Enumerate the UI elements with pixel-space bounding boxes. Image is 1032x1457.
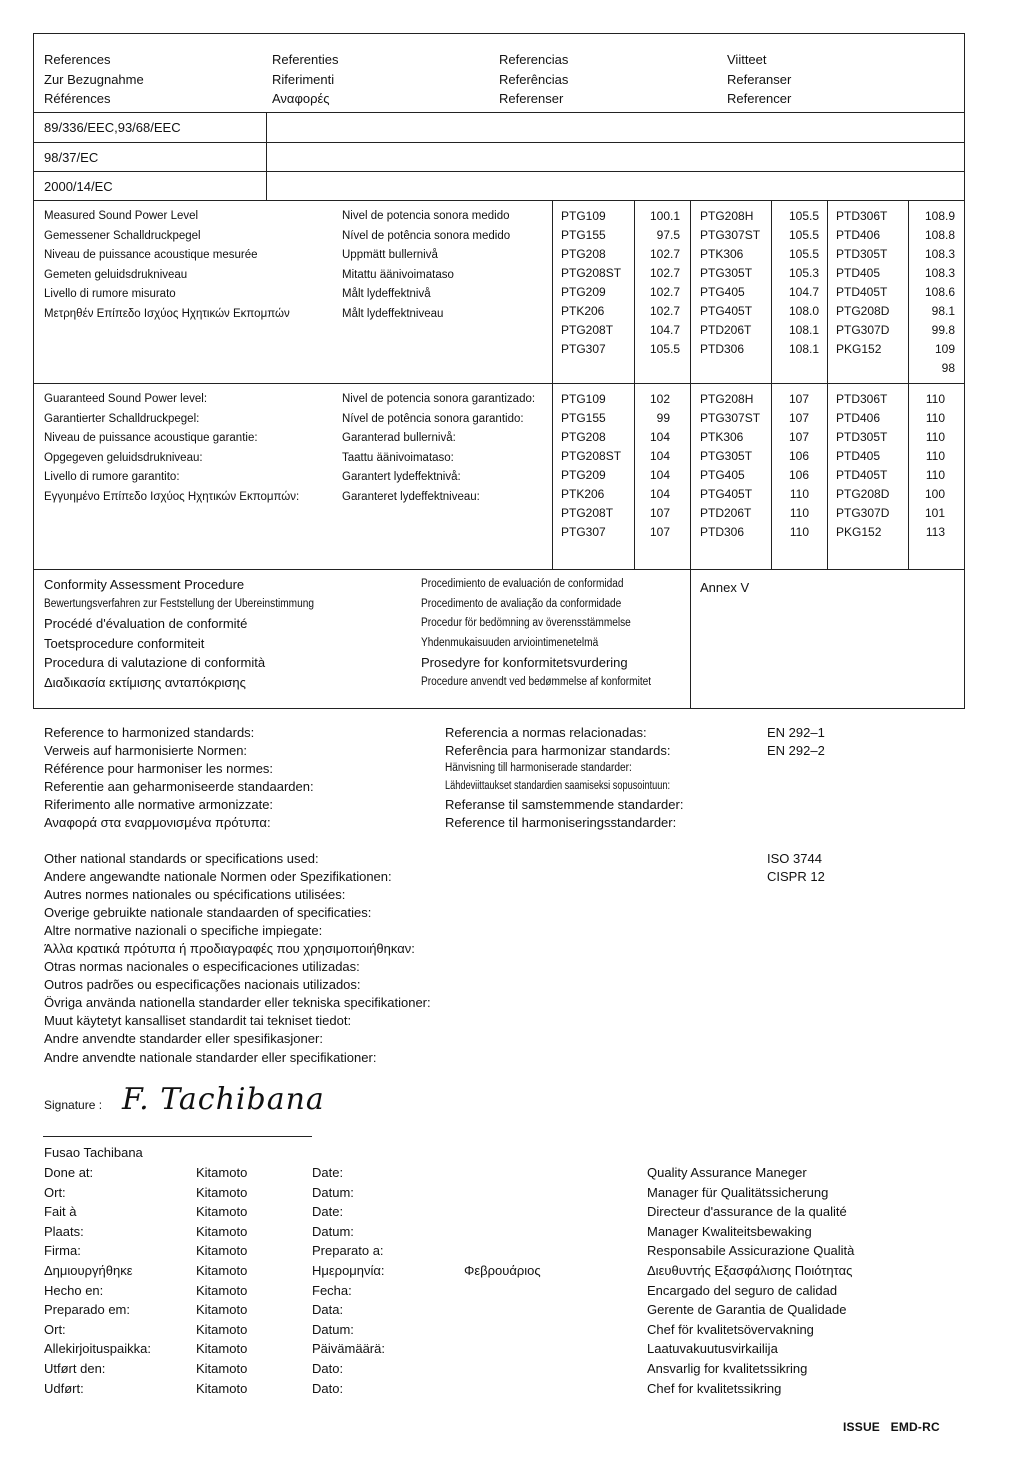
date-label: Fecha: <box>312 1282 352 1298</box>
sound-value: 104 <box>649 449 670 463</box>
conformity-labels-right <box>421 575 682 693</box>
other-standards-label: Muut käytetyt kansalliset standardit tai tekniset tiedot: <box>44 1013 352 1029</box>
reference-label: Referenser <box>499 91 564 106</box>
other-standards-label: Övriga använda nationella standarder eller tekniska specifikationer: <box>44 995 431 1011</box>
model-name: PTG208ST <box>561 449 622 463</box>
other-standards-label: Other national standards or specifications used: <box>44 851 319 866</box>
measured-label: Gemessener Schalldruckpegel <box>44 229 201 242</box>
other-standards-codes <box>767 850 825 886</box>
place-value: Kitamoto <box>196 1184 248 1200</box>
model-name: PTD206T <box>700 506 752 520</box>
guaranteed-labels-right <box>342 390 535 508</box>
standard-code: EN 292–2 <box>767 742 825 758</box>
model-name: PTD405T <box>836 285 888 299</box>
model-name: PTG405 <box>700 468 745 482</box>
sound-value: 104.7 <box>788 285 819 299</box>
conformity-label: Procedure anvendt ved bedømmelse af konformitet <box>421 675 652 688</box>
divider <box>634 200 635 569</box>
references-col-2 <box>272 50 338 109</box>
divider <box>34 569 964 570</box>
harmonized-label: Verweis auf harmonisierte Normen: <box>44 742 248 758</box>
sound-value: 107 <box>788 430 809 444</box>
directive-3: 2000/14/EC <box>44 179 113 194</box>
model-name: PTG155 <box>561 228 606 242</box>
guaranteed-models-1 <box>561 390 621 542</box>
place-value: Kitamoto <box>196 1321 248 1337</box>
model-name: PTG208 <box>561 247 606 261</box>
model-name: PTG405 <box>700 285 745 299</box>
divider <box>552 200 553 569</box>
model-name: PTG209 <box>561 285 606 299</box>
guaranteed-label: Niveau de puissance acoustique garantie: <box>44 432 258 445</box>
references-col-4 <box>727 50 791 109</box>
annex-label: Annex V <box>700 580 750 595</box>
place-value: Kitamoto <box>196 1302 248 1318</box>
job-title: Gerente de Garantia de Qualidade <box>647 1302 847 1318</box>
model-name: PTG109 <box>561 392 606 406</box>
sound-value: 104 <box>649 430 670 444</box>
directive-2: 98/37/EC <box>44 150 99 165</box>
conformity-label: Procedura di valutazione di conformità <box>44 655 266 671</box>
sound-value: 110 <box>925 468 945 482</box>
measured-label: Målt lydeffektnivå <box>342 288 431 301</box>
model-name: PTD406 <box>836 228 881 242</box>
other-standards-label: Altre normative nazionali o specifiche impiegate: <box>44 923 323 939</box>
place-label: Δημιουργήθηκε <box>44 1262 133 1278</box>
sound-value: 105.3 <box>788 266 819 280</box>
reference-label: Zur Bezugnahme <box>44 71 144 87</box>
sound-value: 110 <box>925 449 945 463</box>
place-value: Kitamoto <box>196 1262 248 1278</box>
harmonized-label: Lähdeviittaukset standardien saamiseksi sopusointuun: <box>445 779 671 792</box>
standard-code: EN 292–1 <box>767 725 825 740</box>
model-name: PTG208T <box>561 323 614 337</box>
date-label: Datum: <box>312 1321 354 1337</box>
model-name: PTD405T <box>836 468 888 482</box>
model-name: PKG152 <box>836 342 882 356</box>
sound-value: 107 <box>788 392 809 406</box>
model-name: PTD405 <box>836 266 881 280</box>
model-name: PTG307D <box>836 506 890 520</box>
model-name: PTG305T <box>700 449 753 463</box>
sound-value: 105.5 <box>788 247 819 261</box>
reference-label: Referenties <box>272 52 339 67</box>
date-label: Datum: <box>312 1184 354 1200</box>
harmonized-labels-left <box>44 724 314 831</box>
conformity-label: Procédé d'évaluation de conformité <box>44 616 248 632</box>
measured-label: Gemeten geluidsdrukniveau <box>44 268 188 281</box>
job-title: Manager für Qualitätssicherung <box>647 1184 829 1200</box>
place-label: Utført den: <box>44 1360 106 1376</box>
model-name: PTG307ST <box>700 411 761 425</box>
date-label: Data: <box>312 1302 344 1318</box>
guaranteed-models-2 <box>700 390 760 542</box>
model-name: PKG152 <box>836 525 882 539</box>
guaranteed-values-2 <box>774 390 809 542</box>
sound-value: 113 <box>925 525 945 539</box>
place-value: Kitamoto <box>196 1282 248 1298</box>
harmonized-label: Referencia a normas relacionadas: <box>445 725 647 740</box>
sound-value: 108.0 <box>788 304 819 318</box>
date-label: Dato: <box>312 1380 344 1396</box>
model-name: PTG155 <box>561 411 606 425</box>
sound-value: 102.7 <box>649 285 680 299</box>
sound-value: 108.1 <box>788 323 819 337</box>
reference-label: Viitteet <box>727 52 767 67</box>
signer-name: Fusao Tachibana <box>44 1145 143 1160</box>
measured-values-3 <box>910 207 955 378</box>
model-name: PTK206 <box>561 304 605 318</box>
model-name: PTD306 <box>700 525 745 539</box>
sound-value: 106 <box>788 468 809 482</box>
date-label: Päivämäärä: <box>312 1341 385 1357</box>
divider <box>34 142 964 143</box>
places <box>196 1163 247 1398</box>
model-name: PTG208H <box>700 209 754 223</box>
sound-value: 106 <box>788 449 809 463</box>
model-name: PTG208D <box>836 304 890 318</box>
job-title: Manager Kwaliteitsbewaking <box>647 1223 812 1239</box>
model-name: PTG208D <box>836 487 890 501</box>
divider <box>34 383 964 384</box>
conformity-label: Toetsprocedure conformiteit <box>44 635 205 651</box>
sound-value: 108.3 <box>924 247 955 261</box>
other-standards-label: Andre anvendte standarder eller spesifikasjoner: <box>44 1031 323 1047</box>
job-title: Directeur d'assurance de la qualité <box>647 1204 847 1220</box>
job-title: Encargado del seguro de calidad <box>647 1282 838 1298</box>
other-standards-label: Overige gebruikte nationale standaarden of specificaties: <box>44 905 372 921</box>
sound-value: 108.8 <box>924 228 955 242</box>
place-value: Kitamoto <box>196 1223 248 1239</box>
reference-label: Referencias <box>499 52 569 67</box>
model-name: PTD306 <box>700 342 745 356</box>
sound-value: 101 <box>924 506 945 520</box>
model-name: PTD305T <box>836 247 888 261</box>
job-title: Διευθυντής Εξασφάλισης Ποιότητας <box>647 1262 853 1278</box>
date-label: Preparato a: <box>312 1243 384 1259</box>
date-label: Date: <box>312 1165 344 1180</box>
sound-value: 108.6 <box>924 285 955 299</box>
sound-value: 110 <box>925 430 945 444</box>
job-title: Ansvarlig for kvalitetssikring <box>647 1360 808 1376</box>
measured-models-1 <box>561 207 621 359</box>
issue-code: ISSUE EMD-RC <box>843 1420 940 1434</box>
model-name: PTG209 <box>561 468 606 482</box>
guaranteed-label: Garantierter Schalldruckpegel: <box>44 412 200 425</box>
conformity-label: Yhdenmukaisuuden arviointimenetelmä <box>421 636 599 649</box>
sound-value: 108.3 <box>924 266 955 280</box>
measured-label: Målt lydeffektniveau <box>342 307 444 320</box>
job-title: Laatuvakuutusvirkailija <box>647 1341 778 1357</box>
model-name: PTG307 <box>561 342 606 356</box>
measured-label: Measured Sound Power Level <box>44 210 199 222</box>
place-label: Udført: <box>44 1380 84 1396</box>
model-name: PTG307ST <box>700 228 761 242</box>
place-label: Ort: <box>44 1184 66 1200</box>
place-value: Kitamoto <box>196 1360 248 1376</box>
conformity-label: Procedimento de avaliação da conformidade <box>421 597 622 610</box>
conformity-labels-left <box>44 575 351 693</box>
date-label: Dato: <box>312 1360 344 1376</box>
sound-value: 110 <box>789 487 809 501</box>
place-value: Kitamoto <box>196 1165 248 1180</box>
sound-value: 105.5 <box>649 342 680 356</box>
place-label: Done at: <box>44 1165 94 1180</box>
model-name: PTD405 <box>836 449 881 463</box>
sound-value: 99 <box>656 411 670 425</box>
measured-label: Mitattu äänivoimataso <box>342 268 454 281</box>
divider <box>908 200 909 569</box>
guaranteed-label: Εγγυημένο Επίπεδο Ισχύος Ηχητικών Εκπομπών: <box>44 490 300 503</box>
other-standards-label: Autres normes nationales ou spécifications utilisées: <box>44 887 346 903</box>
sound-value: 107 <box>649 525 670 539</box>
harmonized-label: Référence pour harmoniser les normes: <box>44 760 274 776</box>
measured-values-1 <box>636 207 680 359</box>
model-name: PTG208ST <box>561 266 622 280</box>
model-name: PTD305T <box>836 430 888 444</box>
conformity-label: Procedur för bedömning av överensstämmelse <box>421 617 631 630</box>
model-name: PTD306T <box>836 209 888 223</box>
conformity-label: Bewertungsverfahren zur Feststellung der Übereinstimmung <box>44 597 314 610</box>
guaranteed-label: Guaranteed Sound Power level: <box>44 393 208 405</box>
sound-value: 108.1 <box>788 342 819 356</box>
measured-labels-left <box>44 207 290 325</box>
sound-value: 99.8 <box>931 323 955 337</box>
other-standards-label: Andre anvendte nationale standarder eller specifikationer: <box>44 1049 377 1065</box>
place-value: Kitamoto <box>196 1380 248 1396</box>
other-standards-label: Outros padrões ou especificações nacionais utilizados: <box>44 977 361 993</box>
guaranteed-models-3 <box>836 390 889 542</box>
divider <box>266 112 267 200</box>
sound-value: 105.5 <box>788 228 819 242</box>
place-label: Preparado em: <box>44 1302 130 1318</box>
date-label: Datum: <box>312 1223 354 1239</box>
place-label: Firma: <box>44 1243 81 1259</box>
sound-value: 104.7 <box>649 323 680 337</box>
model-name: PTG208 <box>561 430 606 444</box>
sound-value: 104 <box>649 468 670 482</box>
sound-value: 110 <box>789 525 809 539</box>
place-label: Hecho en: <box>44 1282 104 1298</box>
place-labels <box>44 1163 151 1398</box>
model-name: PTG405T <box>700 304 753 318</box>
harmonized-label: Reference til harmoniseringsstandarder: <box>445 814 677 830</box>
model-name: PTG405T <box>700 487 753 501</box>
model-name: PTD206T <box>700 323 752 337</box>
measured-label: Uppmätt bullernivå <box>342 249 438 262</box>
reference-label: References <box>44 52 111 67</box>
sound-value: 98 <box>941 361 955 375</box>
place-label: Plaats: <box>44 1223 84 1239</box>
harmonized-standards <box>767 724 825 760</box>
harmonized-label: Αναφορά στα εναρμονισμένα πρότυπα: <box>44 814 271 830</box>
directive-1: 89/336/EEC,93/68/EEC <box>44 120 181 135</box>
other-standards-label: Otras normas nacionales o especificaciones utilizadas: <box>44 959 360 975</box>
measured-label: Livello di rumore misurato <box>44 288 176 301</box>
sound-value: 110 <box>789 506 809 520</box>
sound-value: 102.7 <box>649 266 680 280</box>
reference-label: Αναφορές <box>272 91 330 106</box>
sound-value: 110 <box>925 411 945 425</box>
model-name: PTG208T <box>561 506 614 520</box>
model-name: PTK206 <box>561 487 605 501</box>
guaranteed-label: Livello di rumore garantito: <box>44 471 180 484</box>
guaranteed-label: Taattu äänivoimataso: <box>342 451 454 464</box>
model-name: PTK306 <box>700 430 744 444</box>
divider <box>771 200 772 569</box>
divider <box>34 171 964 172</box>
model-name: PTD306T <box>836 392 888 406</box>
harmonized-label: Referentie aan geharmoniseerde standaarden: <box>44 778 314 794</box>
signature-handwriting: F. Tachibana <box>122 1082 325 1117</box>
divider <box>34 200 964 201</box>
guaranteed-values-1 <box>636 390 670 542</box>
greek-month: Φεβρουάριος <box>464 1263 541 1278</box>
sound-value: 108.9 <box>924 209 955 223</box>
model-name: PTD406 <box>836 411 881 425</box>
sound-value: 107 <box>649 506 670 520</box>
date-labels <box>312 1163 385 1398</box>
harmonized-label: Reference to harmonized standards: <box>44 725 255 740</box>
harmonized-label: Riferimento alle normative armonizzate: <box>44 796 274 812</box>
sound-value: 100.1 <box>649 209 680 223</box>
place-value: Kitamoto <box>196 1243 248 1259</box>
sound-value: 110 <box>925 392 945 406</box>
place-label: Allekirjoituspaikka: <box>44 1341 151 1357</box>
conformity-label: Conformity Assessment Procedure <box>44 577 245 592</box>
sound-value: 102 <box>649 392 670 406</box>
place-value: Kitamoto <box>196 1204 248 1220</box>
divider <box>690 200 691 709</box>
guaranteed-label: Nivel de potencia sonora garantizado: <box>342 393 536 405</box>
reference-label: Referências <box>499 71 569 87</box>
model-name: PTG307 <box>561 525 606 539</box>
model-name: PTK306 <box>700 247 744 261</box>
guaranteed-label: Garantert lydeffektnivå: <box>342 471 461 484</box>
other-standards-label: Άλλα κρατικά πρότυπα ή προδιαγραφές που χρησιμοποιήθηκαν: <box>44 941 415 957</box>
measured-label: Nível de potência sonora medido <box>342 229 511 242</box>
harmonized-labels-right <box>445 724 726 831</box>
place-label: Fait à <box>44 1204 77 1220</box>
reference-label: Références <box>44 91 111 106</box>
divider <box>827 200 828 569</box>
job-title: Quality Assurance Maneger <box>647 1165 807 1180</box>
reference-label: Referanser <box>727 71 792 87</box>
model-name: PTG305T <box>700 266 753 280</box>
guaranteed-values-3 <box>910 390 945 542</box>
standard-code: ISO 3744 <box>767 851 822 866</box>
harmonized-label: Hänvisning till harmoniserade standarder: <box>445 761 632 774</box>
place-label: Ort: <box>44 1321 66 1337</box>
reference-label: Riferimenti <box>272 71 335 87</box>
measured-label: Μετρηθέν Επίπεδο Ισχύος Ηχητικών Εκπομπών <box>44 307 290 320</box>
conformity-label: Διαδικασία εκτίμισης ανταπόκρισης <box>44 674 246 690</box>
model-name: PTG307D <box>836 323 890 337</box>
sound-value: 102.7 <box>649 247 680 261</box>
job-title: Chef för kvalitetsövervakning <box>647 1321 814 1337</box>
harmonized-label: Referência para harmonizar standards: <box>445 742 671 758</box>
place-value: Kitamoto <box>196 1341 248 1357</box>
date-label: Date: <box>312 1204 344 1220</box>
date-label: Ημερομηνία: <box>312 1262 385 1278</box>
measured-label: Niveau de puissance acoustique mesurée <box>44 249 258 262</box>
sound-value: 98.1 <box>931 304 955 318</box>
model-name: PTG109 <box>561 209 606 223</box>
reference-label: Referencer <box>727 91 792 106</box>
sound-value: 107 <box>788 411 809 425</box>
other-standards-label: Andere angewandte nationale Normen oder Spezifikationen: <box>44 869 392 885</box>
signature-line <box>43 1136 312 1137</box>
model-name: PTG208H <box>700 392 754 406</box>
measured-labels-right <box>342 207 510 325</box>
references-col-3 <box>499 50 568 109</box>
job-title: Responsabile Assicurazione Qualità <box>647 1243 855 1259</box>
sound-value: 105.5 <box>788 209 819 223</box>
guaranteed-label: Garanterad bullernivå: <box>342 432 456 445</box>
job-titles <box>647 1163 854 1398</box>
signature-label: Signature : <box>44 1098 103 1112</box>
sound-value: 104 <box>649 487 670 501</box>
guaranteed-label: Nível de potência sonora garantido: <box>342 412 524 425</box>
conformity-label: Prosedyre for konformitetsvurdering <box>421 655 628 671</box>
guaranteed-labels-left <box>44 390 299 508</box>
measured-models-2 <box>700 207 760 359</box>
standard-code: CISPR 12 <box>767 869 825 885</box>
sound-value: 97.5 <box>656 228 680 242</box>
divider <box>34 112 964 113</box>
measured-label: Nivel de potencia sonora medido <box>342 210 510 222</box>
sound-value: 109 <box>934 342 955 356</box>
references-col-1 <box>44 50 144 109</box>
job-title: Chef for kvalitetssikring <box>647 1380 782 1396</box>
guaranteed-label: Garanteret lydeffektniveau: <box>342 490 480 503</box>
measured-values-2 <box>774 207 819 359</box>
guaranteed-label: Opgegeven geluidsdrukniveau: <box>44 451 203 464</box>
conformity-label: Procedimiento de evaluación de conformidad <box>421 578 624 590</box>
sound-value: 100 <box>924 487 945 501</box>
other-standards-labels <box>44 850 431 1067</box>
harmonized-label: Referanse til samstemmende standarder: <box>445 796 684 812</box>
measured-models-3 <box>836 207 889 359</box>
sound-value: 102.7 <box>649 304 680 318</box>
